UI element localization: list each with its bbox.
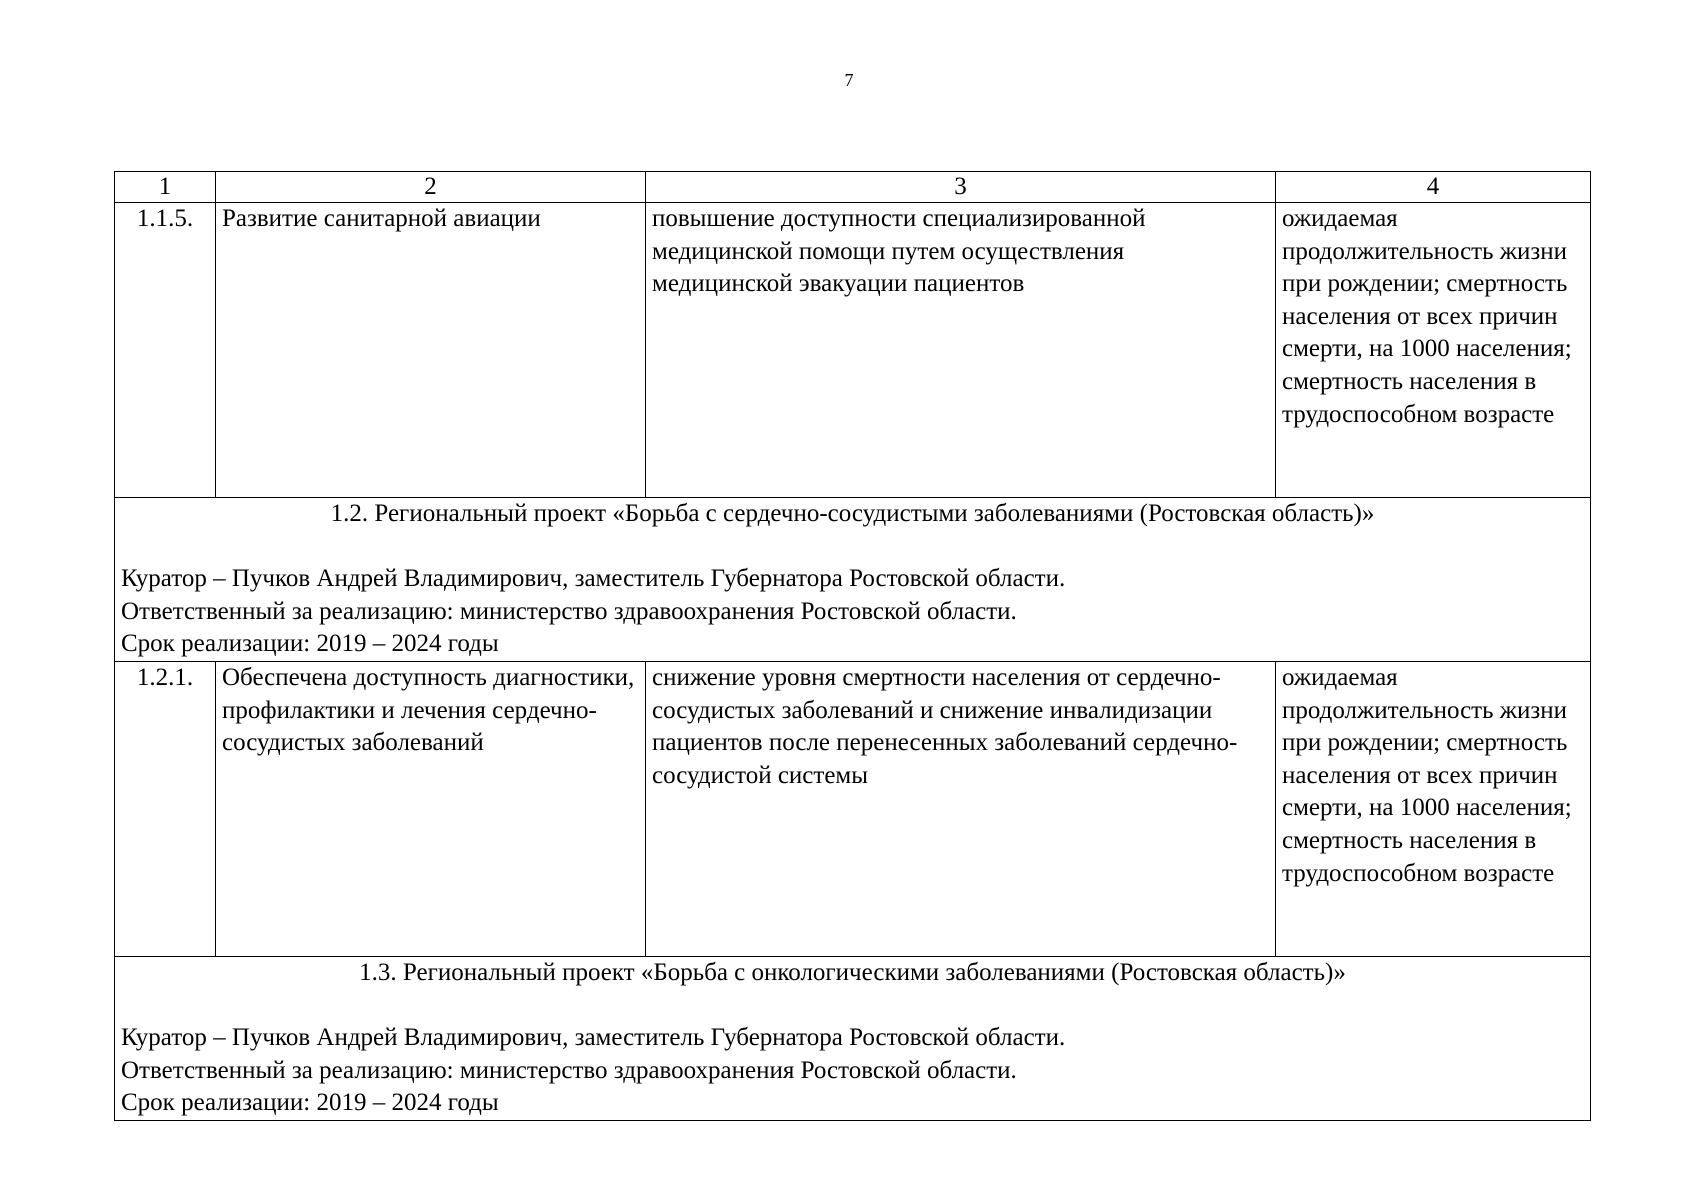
section-responsible: Ответственный за реализацию: министерство здравоохранения Ростовской области.: [121, 597, 1017, 625]
section-curator: Куратор – Пучков Андрей Владимирович, заместитель Губернатора Ростовской области.: [121, 565, 1066, 593]
item-number: 1.2.1.: [115, 661, 216, 956]
section-cell: [115, 956, 1591, 1120]
section-row: [115, 956, 1591, 1120]
item-result: повышение доступности специализированной медицинской помощи путем осуществления медицинской эвакуации пациентов: [646, 203, 1276, 498]
column-header-1: 1: [115, 172, 216, 203]
section-term: Срок реализации: 2019 – 2024 годы: [121, 630, 499, 658]
column-header-3: 3: [646, 172, 1276, 203]
section-responsible: Ответственный за реализацию: министерство здравоохранения Ростовской области.: [121, 1056, 1017, 1084]
item-indicators: ожидаемая продолжительность жизни при рождении; смертность населения от всех причин смерти, на 1000 населения; смертность населения в трудоспособном возрасте: [1276, 661, 1591, 956]
item-title: Развитие санитарной авиации: [216, 203, 646, 498]
table-row: [115, 203, 1591, 498]
item-title: Обеспечена доступность диагностики, профилактики и лечения сердечно-сосудистых заболеваний: [216, 661, 646, 956]
column-header-2: 2: [216, 172, 646, 203]
section-curator: Куратор – Пучков Андрей Владимирович, заместитель Губернатора Ростовской области.: [121, 1024, 1066, 1052]
page-number: 7: [844, 70, 854, 90]
section-term: Срок реализации: 2019 – 2024 годы: [121, 1089, 499, 1117]
section-title: 1.2. Региональный проект «Борьба с сердечно-сосудистыми заболеваниями (Ростовская область)»: [330, 500, 1375, 527]
table-header-row: [115, 172, 1591, 203]
section-row: [115, 498, 1591, 662]
measures-table: [114, 171, 1591, 1121]
item-number: 1.1.5.: [115, 203, 216, 498]
table-row: [115, 661, 1591, 956]
item-result: снижение уровня смертности населения от сердечно-сосудистых заболеваний и снижение инвалидизации пациентов после перенесенных заболеваний сердечно-сосудистой системы: [646, 661, 1276, 956]
item-indicators: ожидаемая продолжительность жизни при рождении; смертность населения от всех причин смерти, на 1000 населения; смертность населения в трудоспособном возрасте: [1276, 203, 1591, 498]
section-title: 1.3. Региональный проект «Борьба с онкологическими заболеваниями (Ростовская область)»: [359, 958, 1346, 986]
section-cell: [115, 498, 1591, 662]
column-header-4: 4: [1276, 172, 1591, 203]
